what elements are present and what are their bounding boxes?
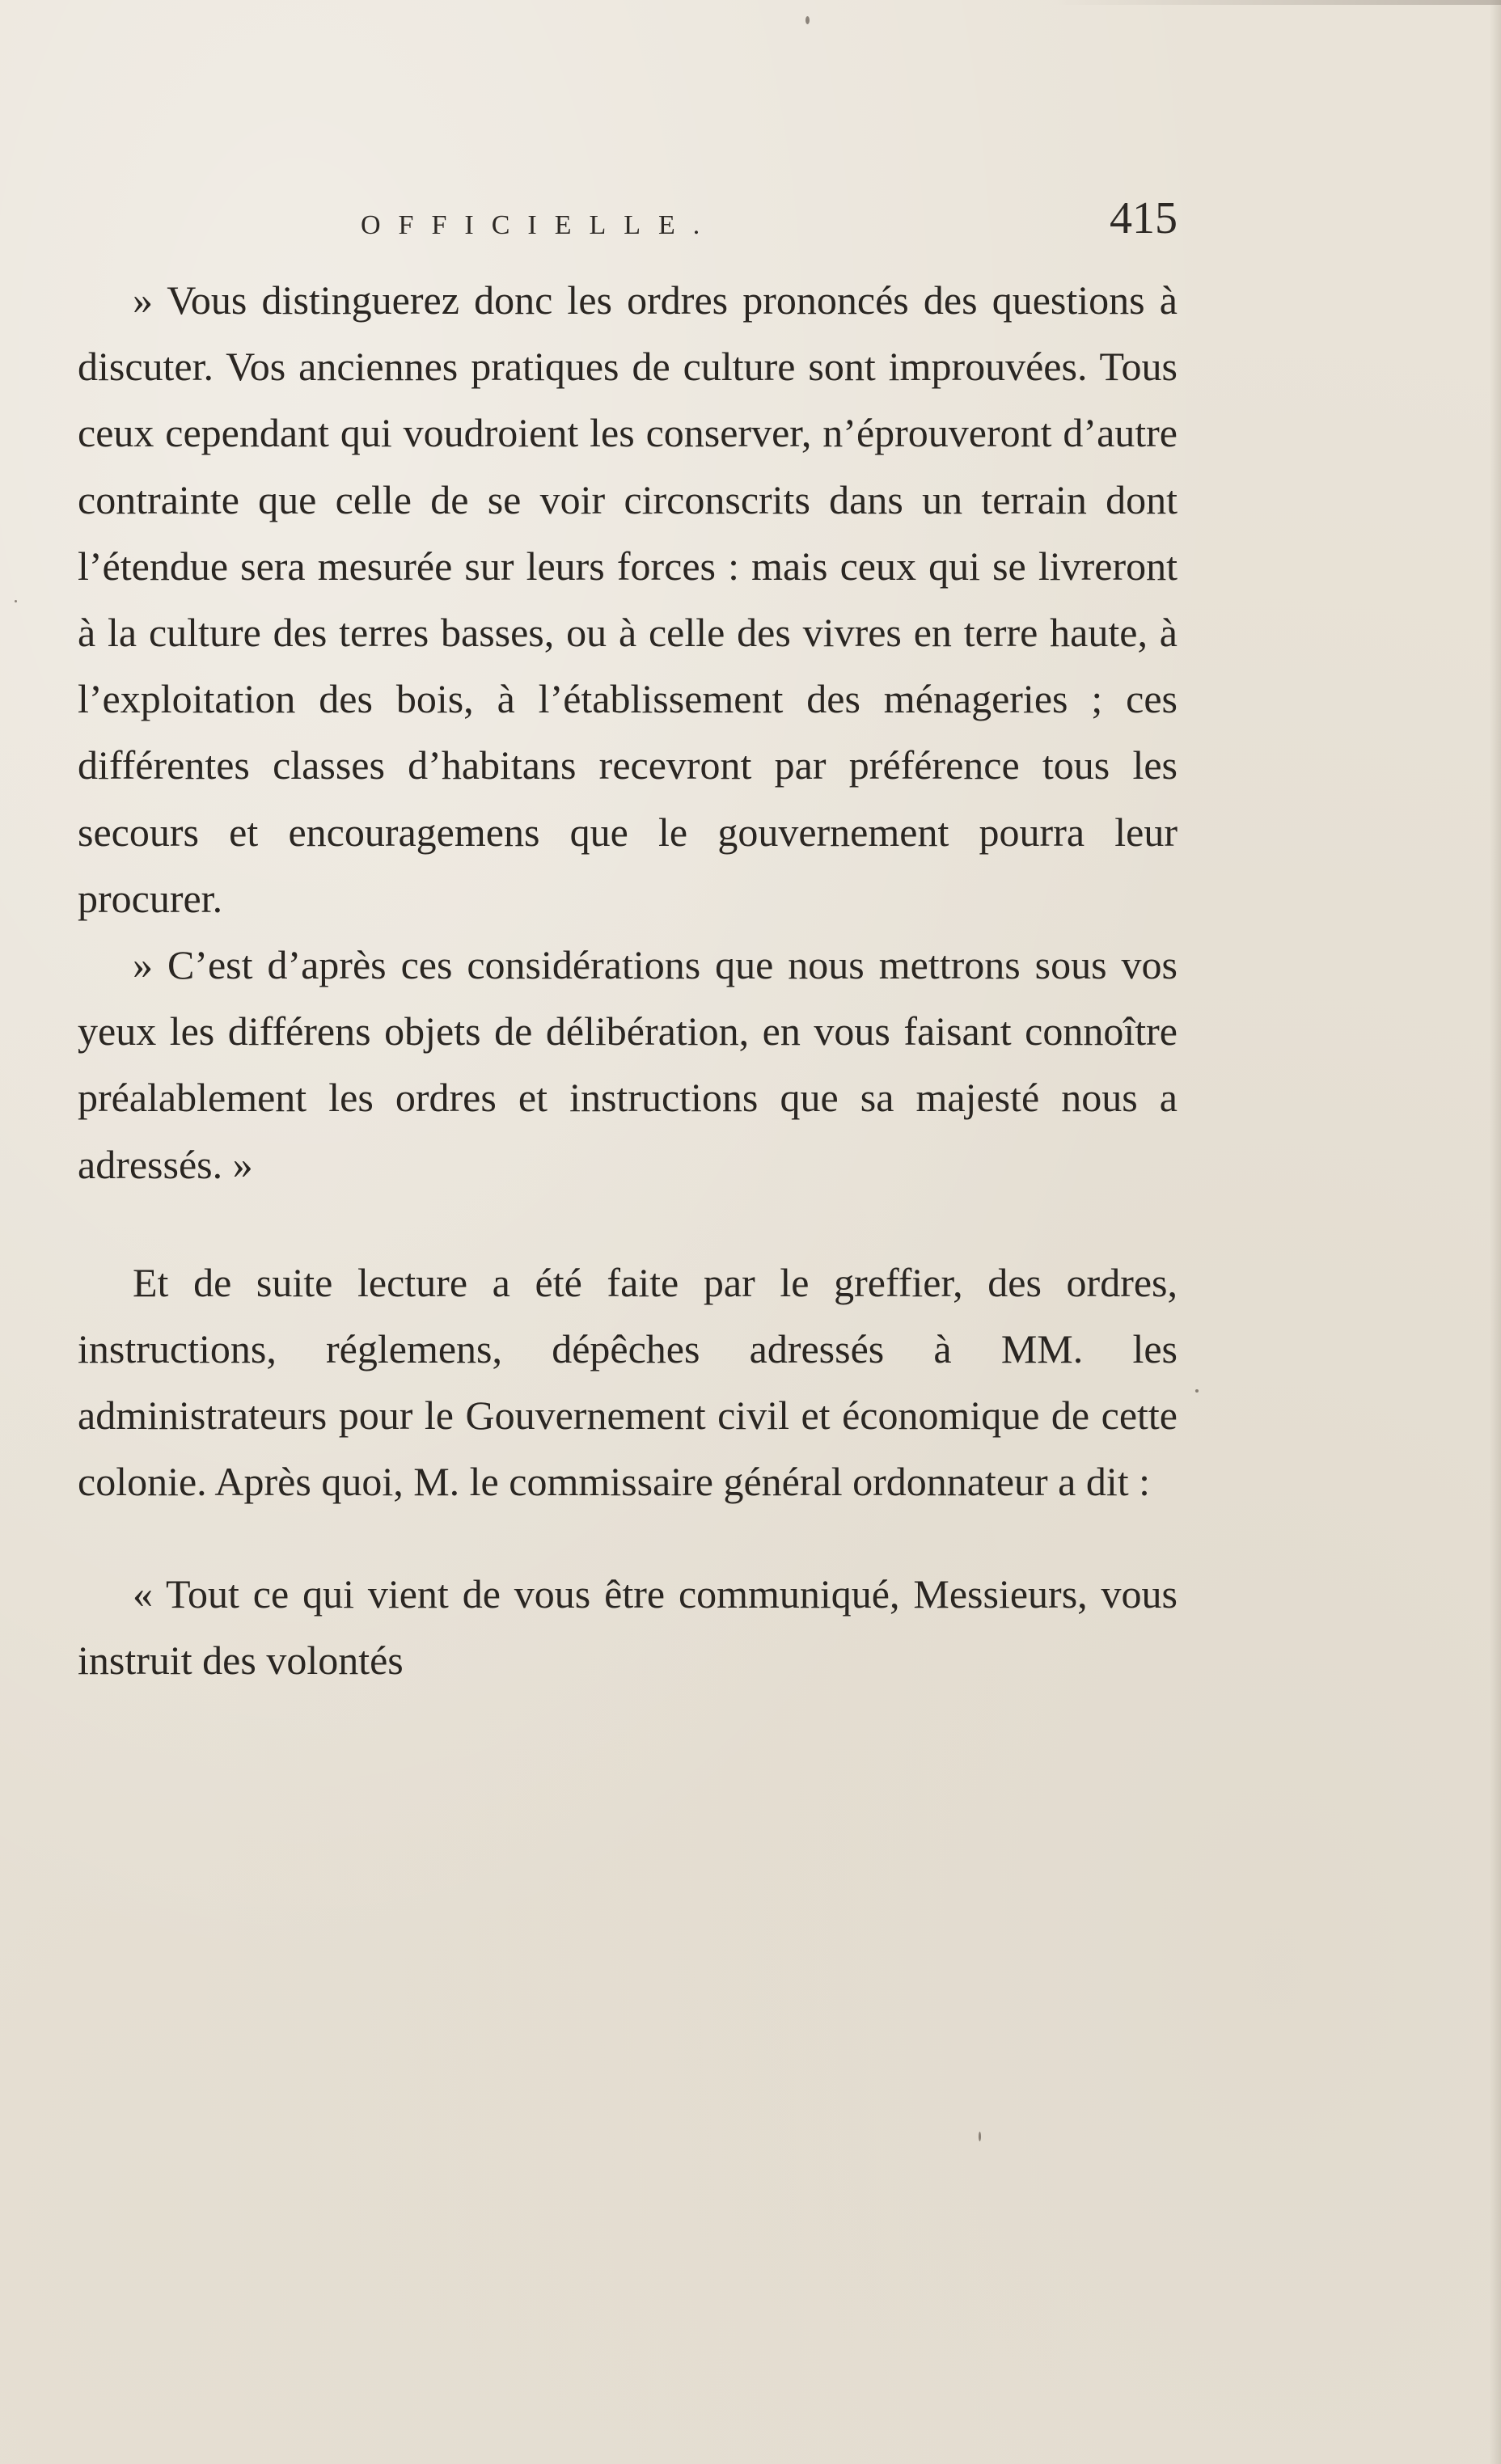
page-right-edge xyxy=(1490,0,1501,2464)
running-head: OFFICIELLE. xyxy=(361,210,718,240)
paper-speck xyxy=(979,2132,981,2141)
paper-speck xyxy=(1195,1389,1199,1393)
page-number: 415 xyxy=(1110,193,1178,243)
paragraph-3: Et de suite lecture a été faite par le greffier, des ordres, instructions, réglemens, dépêches adressés à MM. les administrateurs pour le Gouvernement civil et économique de cette colonie. Après quoi, M. le commissaire général ordonnateur a dit : xyxy=(78,1259,1178,1505)
paragraph-4: « Tout ce qui vient de vous être communiqué, Messieurs, vous instruit des volontés xyxy=(78,1570,1178,1683)
page-header xyxy=(78,192,1178,257)
page-top-edge xyxy=(1051,0,1501,5)
paper-speck xyxy=(15,600,17,602)
paper-speck xyxy=(805,16,810,24)
paragraph-2: » C’est d’après ces considérations que nous mettrons sous vos yeux les différens objets de délibération, en vous faisant connoître préalablement les ordres et instructions que sa majesté nous a adressés. » xyxy=(78,942,1178,1187)
paragraph-1: » Vous distinguerez donc les ordres prononcés des questions à discuter. Vos anciennes pratiques de culture sont improuvées. Tous ceux cependant qui voudroient les conserver, n’éprouveront d’autre contrainte que celle de se voir circonscrits dans un terrain dont l’étendue sera mesurée sur leurs forces : mais ceux qui se livreront à la culture des terres basses, ou à celle des vivres en terre haute, à l’exploitation des bois, à l’établissement des ménageries ; ces différentes classes d’habitans recevront par préférence tous les secours et encouragemens que le gouvernement pourra leur procurer. xyxy=(78,277,1178,921)
page-body xyxy=(78,267,1178,1693)
